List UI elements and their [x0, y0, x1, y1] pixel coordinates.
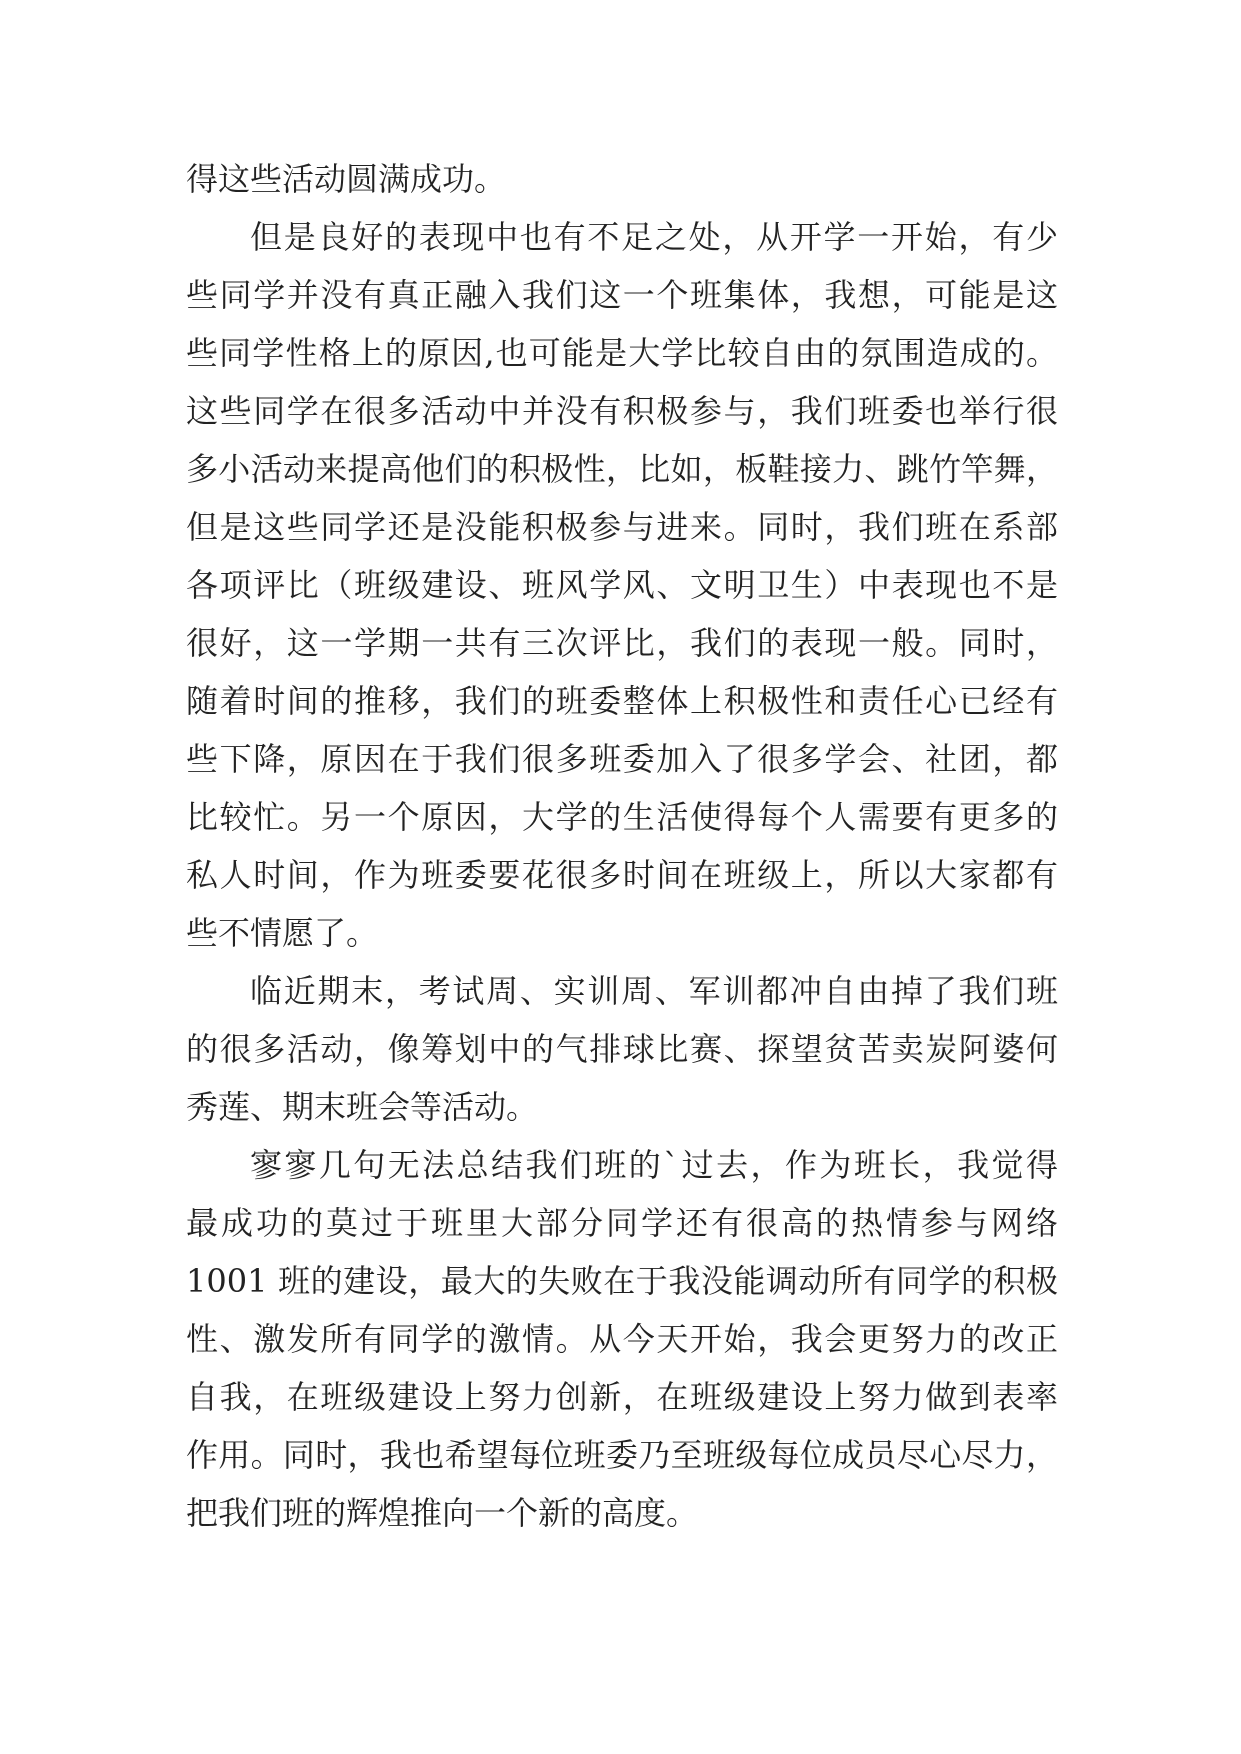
text-line: 私人时间，作为班委要花很多时间在班级上，所以大家都有	[186, 856, 1058, 894]
text-line: 比较忙。另一个原因，大学的生活使得每个人需要有更多的	[186, 798, 1058, 836]
text-line: 多小活动来提高他们的积极性，比如，板鞋接力、跳竹竿舞，	[186, 450, 1058, 488]
text-line: 很好，这一学期一共有三次评比，我们的表现一般。同时，	[186, 624, 1058, 662]
text-line: 1001 班的建设，最大的失败在于我没能调动所有同学的积极	[186, 1262, 1058, 1300]
text-line: 临近期末，考试周、实训周、军训都冲自由掉了我们班	[250, 972, 1058, 1010]
text-line: 些同学性格上的原因,也可能是大学比较自由的氛围造成的。	[186, 334, 1058, 372]
text-line: 作用。同时，我也希望每位班委乃至班级每位成员尽心尽力，	[186, 1436, 1058, 1474]
text-line: 各项评比（班级建设、班风学风、文明卫生）中表现也不是	[186, 566, 1058, 604]
text-line: 但是良好的表现中也有不足之处，从开学一开始，有少	[250, 218, 1058, 256]
text-line: 自我，在班级建设上努力创新，在班级建设上努力做到表率	[186, 1378, 1058, 1416]
text-line: 秀莲、期末班会等活动。	[186, 1088, 539, 1126]
text-line: 些同学并没有真正融入我们这一个班集体，我想，可能是这	[186, 276, 1058, 314]
text-line: 寥寥几句无法总结我们班的`过去，作为班长，我觉得	[250, 1146, 1058, 1184]
text-line: 些下降，原因在于我们很多班委加入了很多学会、社团，都	[186, 740, 1058, 778]
text-line: 性、激发所有同学的激情。从今天开始，我会更努力的改正	[186, 1320, 1058, 1358]
text-line: 得这些活动圆满成功。	[186, 160, 507, 198]
text-line: 这些同学在很多活动中并没有积极参与，我们班委也举行很	[186, 392, 1058, 430]
text-line: 些不情愿了。	[186, 914, 379, 952]
text-line: 最成功的莫过于班里大部分同学还有很高的热情参与网络	[186, 1204, 1058, 1242]
text-line: 的很多活动，像筹划中的气排球比赛、探望贫苦卖炭阿婆何	[186, 1030, 1058, 1068]
body-text	[186, 150, 1058, 1542]
text-line: 但是这些同学还是没能积极参与进来。同时，我们班在系部	[186, 508, 1058, 546]
text-line: 随着时间的推移，我们的班委整体上积极性和责任心已经有	[186, 682, 1058, 720]
text-line: 把我们班的辉煌推向一个新的高度。	[186, 1494, 699, 1532]
